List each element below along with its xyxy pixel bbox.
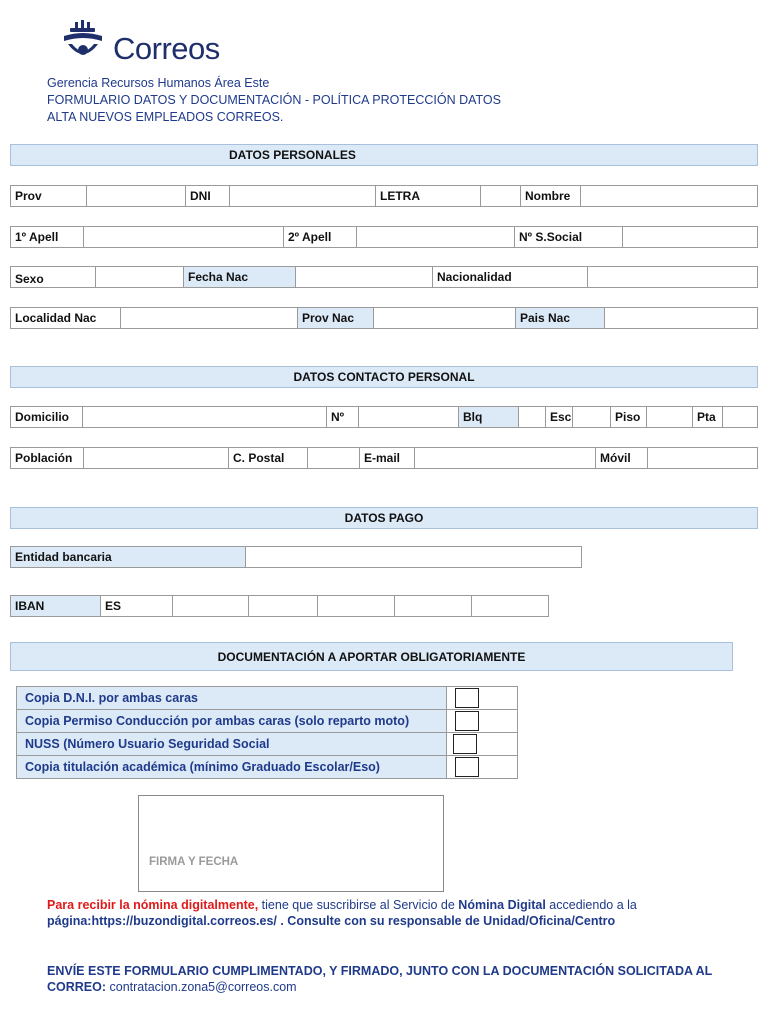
note-text-2: accediendo a la <box>545 898 637 912</box>
label-dni: DNI <box>186 186 230 206</box>
label-nombre: Nombre <box>521 186 581 206</box>
field-movil[interactable] <box>648 448 757 468</box>
payment-row-iban <box>10 595 549 617</box>
header-line-3: ALTA NUEVOS EMPLEADOS CORREOS. <box>47 110 284 124</box>
label-cpostal: C. Postal <box>229 448 308 468</box>
header-line-2: FORMULARIO DATOS Y DOCUMENTACIÓN - POLÍTICA PROTECCIÓN DATOS <box>47 93 501 107</box>
doc-checkbox-dni[interactable] <box>455 688 479 708</box>
field-prov-nac[interactable] <box>374 308 516 328</box>
field-esc[interactable] <box>573 407 611 427</box>
label-iban: IBAN <box>11 596 101 616</box>
signature-label: FIRMA Y FECHA <box>149 856 239 868</box>
header-line-1: Gerencia Recursos Humanos Área Este <box>47 76 270 90</box>
correos-horn-icon <box>58 20 108 68</box>
field-cpostal[interactable] <box>308 448 360 468</box>
field-nss[interactable] <box>623 227 757 247</box>
field-piso[interactable] <box>647 407 693 427</box>
field-domicilio[interactable] <box>83 407 327 427</box>
doc-row-nuss <box>17 733 517 756</box>
field-letra[interactable] <box>481 186 521 206</box>
label-pais-nac: Pais Nac <box>516 308 605 328</box>
doc-label-permiso: Copia Permiso Conducción por ambas caras (solo reparto moto) <box>17 710 447 732</box>
iban-prefix: ES <box>101 596 173 616</box>
label-blq: Blq <box>459 407 519 427</box>
doc-row-titulacion <box>17 756 517 779</box>
section-personal-title: DATOS PERSONALES <box>229 148 356 162</box>
doc-row-dni <box>17 687 517 710</box>
label-apell2: 2º Apell <box>284 227 357 247</box>
label-poblacion: Población <box>11 448 84 468</box>
doc-checkbox-nuss[interactable] <box>453 734 477 754</box>
section-docs: DOCUMENTACIÓN A APORTAR OBLIGATORIAMENTE <box>10 642 733 671</box>
field-sexo[interactable] <box>96 267 184 287</box>
label-entidad: Entidad bancaria <box>11 547 246 567</box>
label-fecha-nac: Fecha Nac <box>184 267 296 287</box>
field-dni[interactable] <box>230 186 376 206</box>
label-movil: Móvil <box>596 448 648 468</box>
field-iban-5[interactable] <box>472 596 548 616</box>
field-localidad-nac[interactable] <box>121 308 298 328</box>
note-text-3: página:https://buzondigital.correos.es/ . Consulte con su responsable de Unidad/Oficina/Centro <box>47 914 616 928</box>
field-iban-3[interactable] <box>318 596 395 616</box>
label-prov: Prov <box>11 186 87 206</box>
doc-label-titulacion: Copia titulación académica (mínimo Graduado Escolar/Eso) <box>17 756 447 778</box>
note-text-1: tiene que suscribirse al Servicio de <box>258 898 459 912</box>
label-letra: LETRA <box>376 186 481 206</box>
field-iban-1[interactable] <box>173 596 249 616</box>
signature-box[interactable] <box>138 795 444 892</box>
label-email: E-mail <box>360 448 415 468</box>
label-pta: Pta <box>693 407 723 427</box>
label-nss: Nº S.Social <box>515 227 623 247</box>
brand-name: Correos <box>113 31 220 66</box>
section-personal <box>10 144 758 166</box>
payment-row-entity <box>10 546 582 568</box>
field-entidad[interactable] <box>246 547 581 567</box>
personal-row-4 <box>10 307 758 329</box>
field-blq[interactable] <box>519 407 546 427</box>
field-iban-4[interactable] <box>395 596 472 616</box>
send-text-2: CORREO: <box>47 980 110 994</box>
label-prov-nac: Prov Nac <box>298 308 374 328</box>
field-poblacion[interactable] <box>84 448 229 468</box>
field-fecha-nac[interactable] <box>296 267 433 287</box>
personal-row-3 <box>10 266 758 288</box>
field-nombre[interactable] <box>581 186 757 206</box>
personal-row-1 <box>10 185 758 207</box>
field-apell2[interactable] <box>357 227 515 247</box>
field-apell1[interactable] <box>84 227 284 247</box>
doc-label-nuss: NUSS (Número Usuario Seguridad Social <box>17 733 447 755</box>
label-numero: Nº <box>327 407 359 427</box>
label-nacionalidad: Nacionalidad <box>433 267 588 287</box>
doc-row-permiso <box>17 710 517 733</box>
section-payment: DATOS PAGO <box>10 507 758 529</box>
personal-row-2 <box>10 226 758 248</box>
doc-checkbox-titulacion[interactable] <box>455 757 479 777</box>
label-localidad-nac: Localidad Nac <box>11 308 121 328</box>
field-nacionalidad[interactable] <box>588 267 757 287</box>
label-domicilio: Domicilio <box>11 407 83 427</box>
section-contact: DATOS CONTACTO PERSONAL <box>10 366 758 388</box>
field-numero[interactable] <box>359 407 459 427</box>
label-apell1: 1º Apell <box>11 227 84 247</box>
doc-checkbox-permiso[interactable] <box>455 711 479 731</box>
field-pais-nac[interactable] <box>605 308 757 328</box>
doc-label-dni: Copia D.N.I. por ambas caras <box>17 687 447 709</box>
contact-row-2 <box>10 447 758 469</box>
label-piso: Piso <box>611 407 647 427</box>
field-iban-2[interactable] <box>249 596 318 616</box>
field-pta[interactable] <box>723 407 757 427</box>
field-email[interactable] <box>415 448 596 468</box>
send-text: ENVÍE ESTE FORMULARIO CUMPLIMENTADO, Y FIRMADO, JUNTO CON LA DOCUMENTACIÓN SOLICITADA AL <box>47 964 713 978</box>
correos-logo <box>58 20 238 70</box>
contact-email-link[interactable]: contratacion.zona5@correos.com <box>109 980 297 994</box>
label-sexo: Sexo <box>11 267 96 287</box>
contact-row-1 <box>10 406 758 428</box>
label-esc: Esc <box>546 407 573 427</box>
note-nomina-digital: Nómina Digital <box>458 898 546 912</box>
send-instructions <box>47 963 717 995</box>
note-red-text: Para recibir la nómina digitalmente, <box>47 898 259 912</box>
docs-table <box>16 686 518 779</box>
field-prov[interactable] <box>87 186 186 206</box>
digital-payroll-note <box>47 897 747 929</box>
